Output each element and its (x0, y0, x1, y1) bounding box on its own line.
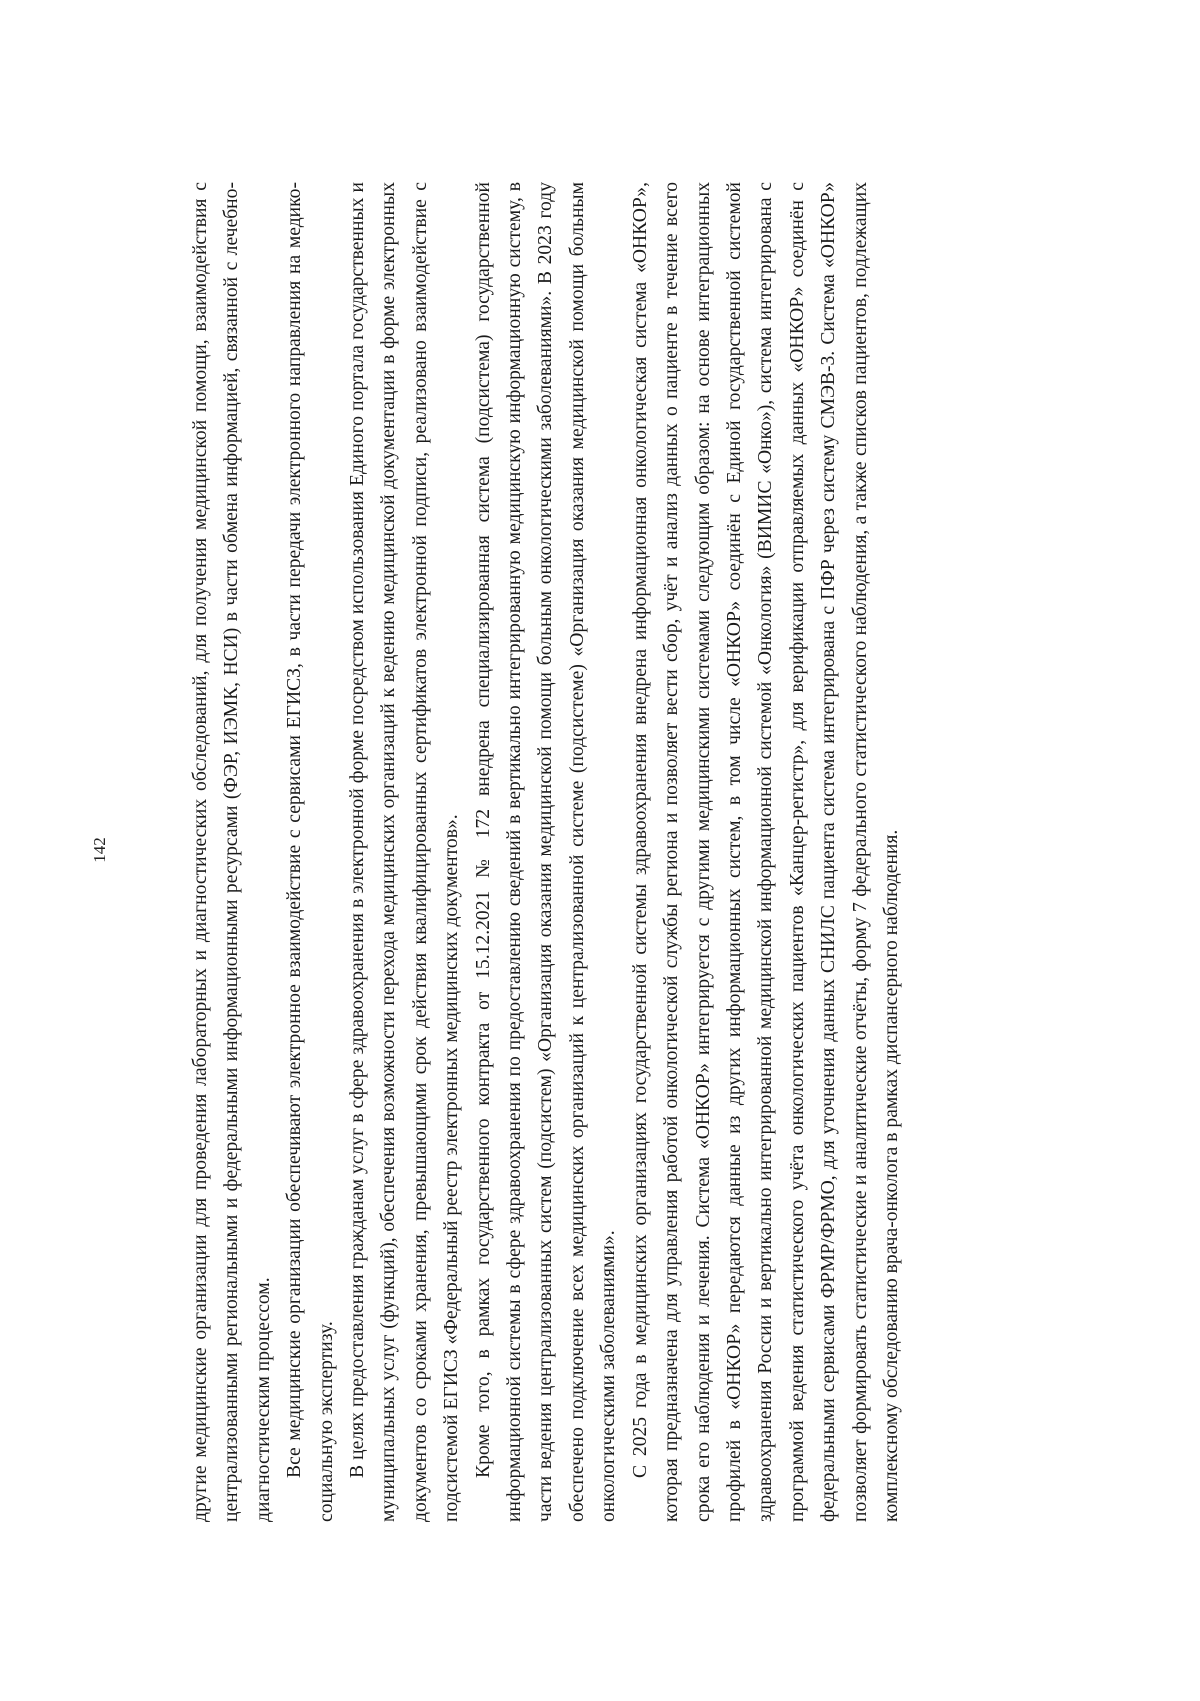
paragraph-5: С 2025 года в медицинских организациях государственной системы здравоохранения внедрена информационная онкологическая система «ОНКОР», которая предназначена для управления работой онкологической службы региона и позволяет вести сбор, учёт и анализ данных о пациенте в течение всего срока его наблюдения и лечения. Система «ОНКОР» интегрируется с другими медицинскими системами следующим образом: на основе интеграционных профилей в «ОНКОР» передаются данные из других информационных систем, в том числе «ОНКОР» соединён с Единой государственной системой здравоохранения России и вертикально интегрированной медицинской информационной системой «Онкология» (ВИМИС «Онко»), система интегрирована с программой ведения статистического учёта онкологических пациентов «Канцер-регистр», для верификации отправляемых данных «ОНКОР» соединён с федеральными сервисами ФРМР/ФРМО, для уточнения данных СНИЛС пациента система интегрирована с ПФР через систему СМЭВ-3. Система «ОНКОР» позволяет формировать статистические и аналитические отчёты, форму 7 федерального статистического наблюдения, а также списков пациентов, подлежащих комплексному обследованию врача-онколога в рамках диспансерного наблюдения. (629, 182, 902, 1522)
body-text (185, 182, 1015, 1522)
paragraph-2: Все медицинские организации обеспечивают электронное взаимодействие с сервисами ЕГИСЗ, в части передачи электронного направления на медико-социальную экспертизу. (284, 182, 337, 1522)
paragraph-3: В целях предоставления гражданам услуг в сфере здравоохранения в электронной форме посредством использования Единого портала государственных и муниципальных услуг (функций), обеспечения возможности перехода медицинских организаций к ведению медицинской документации в форме электронных документов со сроками хранения, превышающими срок действия квалифицированных сертификатов электронной подписи, реализовано взаимодействие с подсистемой ЕГИСЗ «Федеральный реестр электронных медицинских документов». (347, 182, 463, 1522)
page-number: 142 (90, 837, 109, 863)
paragraph-4: Кроме того, в рамках государственного контракта от 15.12.2021 № 172 внедрена специализированная система (подсистема) государственной информационной системы в сфере здравоохранения по предоставлению сведений в вертикально интегрированную медицинскую информационную систему, в части ведения централизованных систем (подсистем) «Организация оказания медицинской помощи больным онкологическими заболеваниями». В 2023 году обеспечено подключение всех медицинских организаций к централизованной системе (подсистеме) «Организация оказания медицинской помощи больным онкологическими заболеваниями». (472, 182, 620, 1522)
paragraph-1: другие медицинские организации для проведения лабораторных и диагностических обследований, для получения медицинской помощи, взаимодействия с централизованными региональными и федеральными информационными ресурсами (ФЭР, ИЭМК, НСИ) в части обмена информацией, связанной с лечебно-диагностическим процессом. (190, 182, 274, 1522)
